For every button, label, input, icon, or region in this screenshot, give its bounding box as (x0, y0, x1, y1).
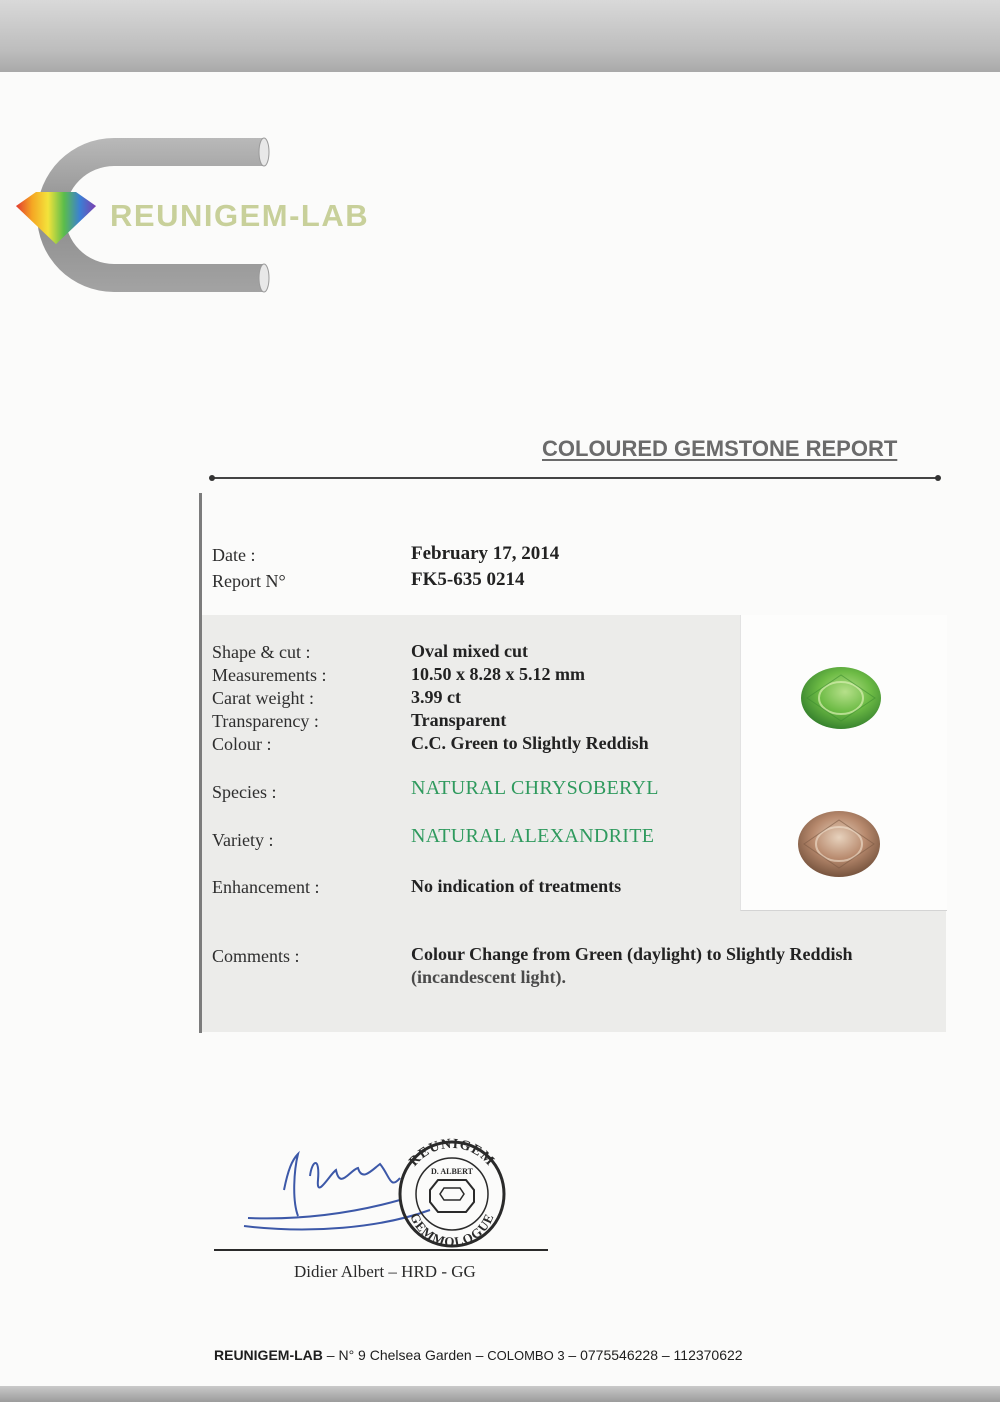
footer-lab-name: REUNIGEM-LAB (214, 1347, 323, 1363)
scan-edge-top (0, 0, 1000, 72)
gem-reddish-icon (741, 763, 947, 910)
transparency-value: Transparent (411, 710, 507, 730)
date-label: Date : (212, 545, 256, 565)
measurements-value: 10.50 x 8.28 x 5.12 mm (411, 664, 585, 684)
enhancement-value: No indication of treatments (411, 876, 622, 896)
variety-label: Variety : (212, 830, 274, 850)
footer-phones: – 0775546228 – 112370622 (564, 1347, 743, 1363)
transparency-label: Transparency : (212, 711, 319, 731)
svg-text:REUNIGEM: REUNIGEM (406, 1136, 498, 1170)
signer-name: Didier Albert – HRD - GG (294, 1262, 476, 1281)
scan-edge-bottom (0, 1386, 1000, 1402)
stamp-icon (400, 1137, 504, 1249)
gem-photo-incandescent (740, 763, 947, 911)
carat-weight-value: 3.99 ct (411, 687, 461, 707)
report-number-value: FK5-635 0214 (411, 569, 525, 590)
signature-and-stamp (240, 1130, 530, 1255)
footer-address (214, 1347, 743, 1363)
svg-text:GEMMOLOGUE: GEMMOLOGUE (407, 1210, 497, 1250)
footer-street: – N° 9 Chelsea Garden – (322, 1347, 488, 1363)
gem-green-icon (741, 615, 947, 763)
enhancement-label: Enhancement : (212, 877, 320, 897)
colour-label: Colour : (212, 734, 272, 754)
shape-cut-label: Shape & cut : (212, 642, 311, 662)
report-number-label: Report N° (212, 571, 286, 591)
svg-text:D. ALBERT: D. ALBERT (431, 1167, 473, 1176)
species-value: NATURAL CHRYSOBERYL (411, 777, 659, 799)
report-title: COLOURED GEMSTONE REPORT (542, 436, 898, 461)
gem-photo-daylight (740, 615, 947, 764)
footer-city: COLOMBO 3 (487, 1348, 565, 1363)
rainbow-diamond-icon (16, 192, 96, 244)
measurements-label: Measurements : (212, 665, 327, 685)
species-label: Species : (212, 782, 277, 802)
title-divider (212, 477, 938, 479)
signature-line (214, 1249, 548, 1251)
variety-value: NATURAL ALEXANDRITE (411, 825, 655, 847)
comments-line-1: Colour Change from Green (daylight) to Slightly Reddish (411, 944, 853, 964)
colour-value: C.C. Green to Slightly Reddish (411, 733, 649, 753)
lab-name-logo: REUNIGEM-LAB (110, 198, 370, 233)
comments-label: Comments : (212, 946, 300, 966)
carat-weight-label: Carat weight : (212, 688, 314, 708)
shape-cut-value: Oval mixed cut (411, 641, 528, 661)
date-value: February 17, 2014 (411, 543, 560, 564)
comments-line-2: (incandescent light). (411, 967, 566, 987)
